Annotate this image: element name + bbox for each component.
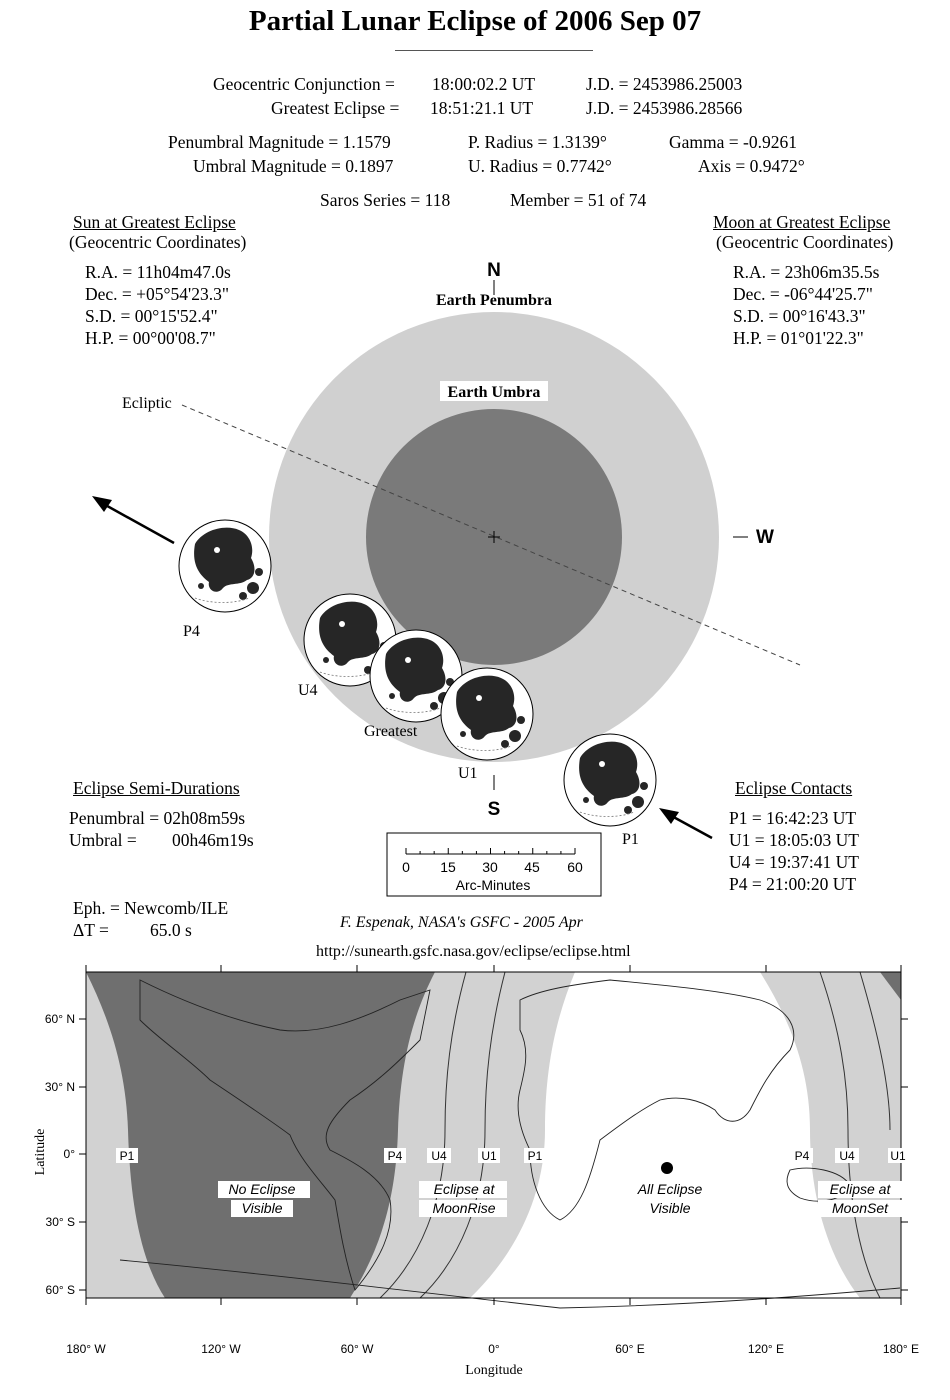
scale-tick-label: 15: [440, 859, 456, 875]
moon-u1-disc: [441, 668, 533, 760]
conjunction-label: Geocentric Conjunction =: [213, 74, 395, 94]
scale-tick-label: 60: [567, 859, 583, 875]
lon-tick-label: 60° W: [340, 1342, 374, 1356]
contact-p1: P1 = 16:42:23 UT: [729, 808, 857, 828]
exit-arrow: [100, 502, 174, 543]
contact-p4: P4 = 21:00:20 UT: [729, 874, 857, 894]
page-title: Partial Lunar Eclipse of 2006 Sep 07: [248, 5, 702, 37]
source-url: http://sunearth.gsfc.nasa.gov/eclipse/eclipse.html: [316, 943, 631, 960]
lat-tick-label: 30° N: [44, 1080, 75, 1094]
zone-label-moonrise: Eclipse at: [433, 1181, 495, 1197]
umbral-duration-value: 00h46m19s: [172, 830, 254, 850]
penumbral-duration: Penumbral = 02h08m59s: [69, 808, 246, 828]
lon-tick-label: 60° E: [615, 1342, 645, 1356]
visibility-map: [0, 960, 950, 1400]
map-contact-label: U1: [890, 1149, 906, 1163]
lat-tick-label: 60° S: [45, 1283, 75, 1297]
delta-t-value: 65.0 s: [150, 920, 192, 940]
moon-label-u4: U4: [298, 682, 318, 699]
map-contact-label: P1: [527, 1149, 543, 1163]
sun-hp: H.P. = 00°00'08.7": [85, 328, 216, 348]
map-contact-label: U1: [481, 1149, 497, 1163]
conjunction-jd: J.D. = 2453986.25003: [586, 74, 743, 94]
map-y-axis-label: Latitude: [33, 1128, 48, 1176]
lon-tick-label: 180° W: [66, 1342, 106, 1356]
scale-tick-label: 45: [524, 859, 540, 875]
delta-t-label: ΔT =: [73, 920, 109, 940]
lon-tick-label: 0°: [488, 1342, 500, 1356]
lat-tick-label: 30° S: [45, 1215, 75, 1229]
moon-p4-disc: [179, 520, 271, 612]
saros-series: Saros Series = 118: [320, 190, 451, 210]
lat-tick-label: 60° N: [44, 1012, 75, 1026]
umbral-duration-label: Umbral =: [69, 830, 137, 850]
ecliptic-label: Ecliptic: [122, 395, 172, 412]
lon-tick-label: 120° W: [201, 1342, 241, 1356]
scale-units-label: Arc-Minutes: [455, 877, 531, 893]
moon-p1-disc: [564, 734, 656, 826]
lon-tick-label: 120° E: [747, 1342, 785, 1356]
south-label: S: [487, 799, 501, 820]
contact-u1: U1 = 18:05:03 UT: [729, 830, 859, 850]
zone-label-all: Visible: [649, 1200, 691, 1216]
subsolar-point-icon: [661, 1162, 673, 1174]
moon-label-u1: U1: [458, 765, 478, 782]
umbral-magnitude: Umbral Magnitude = 0.1897: [193, 156, 394, 176]
north-label: N: [487, 260, 501, 281]
moon-hp: H.P. = 01°01'22.3": [733, 328, 864, 348]
scale-tick-label: 30: [482, 859, 498, 875]
contact-u4: U4 = 19:37:41 UT: [729, 852, 859, 872]
penumbra-label: Earth Penumbra: [436, 292, 552, 309]
penumbra-radius: P. Radius = 1.3139°: [468, 132, 607, 152]
map-contact-label: P4: [794, 1149, 810, 1163]
sun-coordinates-note: (Geocentric Coordinates): [69, 232, 247, 252]
zone-label-all: All Eclipse: [637, 1181, 703, 1197]
west-label: W: [756, 527, 774, 548]
umbra-label: Earth Umbra: [447, 384, 541, 401]
moon-dec: Dec. = -06°44'25.7": [733, 284, 873, 304]
moon-sd: S.D. = 00°16'43.3": [733, 306, 866, 326]
greatest-label: Greatest Eclipse =: [271, 98, 400, 118]
umbra-radius: U. Radius = 0.7742°: [468, 156, 612, 176]
credit: F. Espenak, NASA's GSFC - 2005 Apr: [340, 914, 583, 931]
moon-ra: R.A. = 23h06m35.5s: [733, 262, 880, 282]
moon-label-p1: P1: [622, 831, 639, 848]
zone-label-moonset: Eclipse at: [829, 1181, 891, 1197]
contacts-heading: Eclipse Contacts: [735, 778, 853, 798]
zone-label-none: Visible: [241, 1200, 283, 1216]
moon-label-greatest: Greatest: [364, 723, 418, 740]
conjunction-time: 18:00:02.2 UT: [432, 74, 536, 94]
moon-coordinates-note: (Geocentric Coordinates): [716, 232, 894, 252]
durations-heading: Eclipse Semi-Durations: [73, 778, 240, 798]
lon-tick-label: 180° E: [882, 1342, 920, 1356]
map-contact-label: P1: [119, 1149, 135, 1163]
sun-dec: Dec. = +05°54'23.3": [85, 284, 229, 304]
sun-sd: S.D. = 00°15'52.4": [85, 306, 218, 326]
ephemeris: Eph. = Newcomb/ILE: [73, 898, 229, 918]
zone-label-none: No Eclipse: [228, 1181, 296, 1197]
sun-heading: Sun at Greatest Eclipse: [73, 212, 236, 232]
map-contact-label: U4: [839, 1149, 855, 1163]
axis: Axis = 0.9472°: [698, 156, 805, 176]
penumbral-magnitude: Penumbral Magnitude = 1.1579: [168, 132, 391, 152]
map-contact-label: P4: [387, 1149, 403, 1163]
scale-tick-label: 0: [402, 859, 410, 875]
lat-tick-label: 0°: [63, 1147, 75, 1161]
zone-label-moonset: MoonSet: [831, 1200, 889, 1216]
moon-label-p4: P4: [183, 623, 200, 640]
gamma: Gamma = -0.9261: [669, 132, 797, 152]
greatest-jd: J.D. = 2453986.28566: [586, 98, 743, 118]
sun-ra: R.A. = 11h04m47.0s: [85, 262, 231, 282]
greatest-time: 18:51:21.1 UT: [430, 98, 534, 118]
moon-heading: Moon at Greatest Eclipse: [713, 212, 891, 232]
map-x-axis-label: Longitude: [465, 1363, 523, 1378]
map-contact-label: U4: [431, 1149, 447, 1163]
zone-label-moonrise: MoonRise: [432, 1200, 496, 1216]
saros-member: Member = 51 of 74: [510, 190, 647, 210]
